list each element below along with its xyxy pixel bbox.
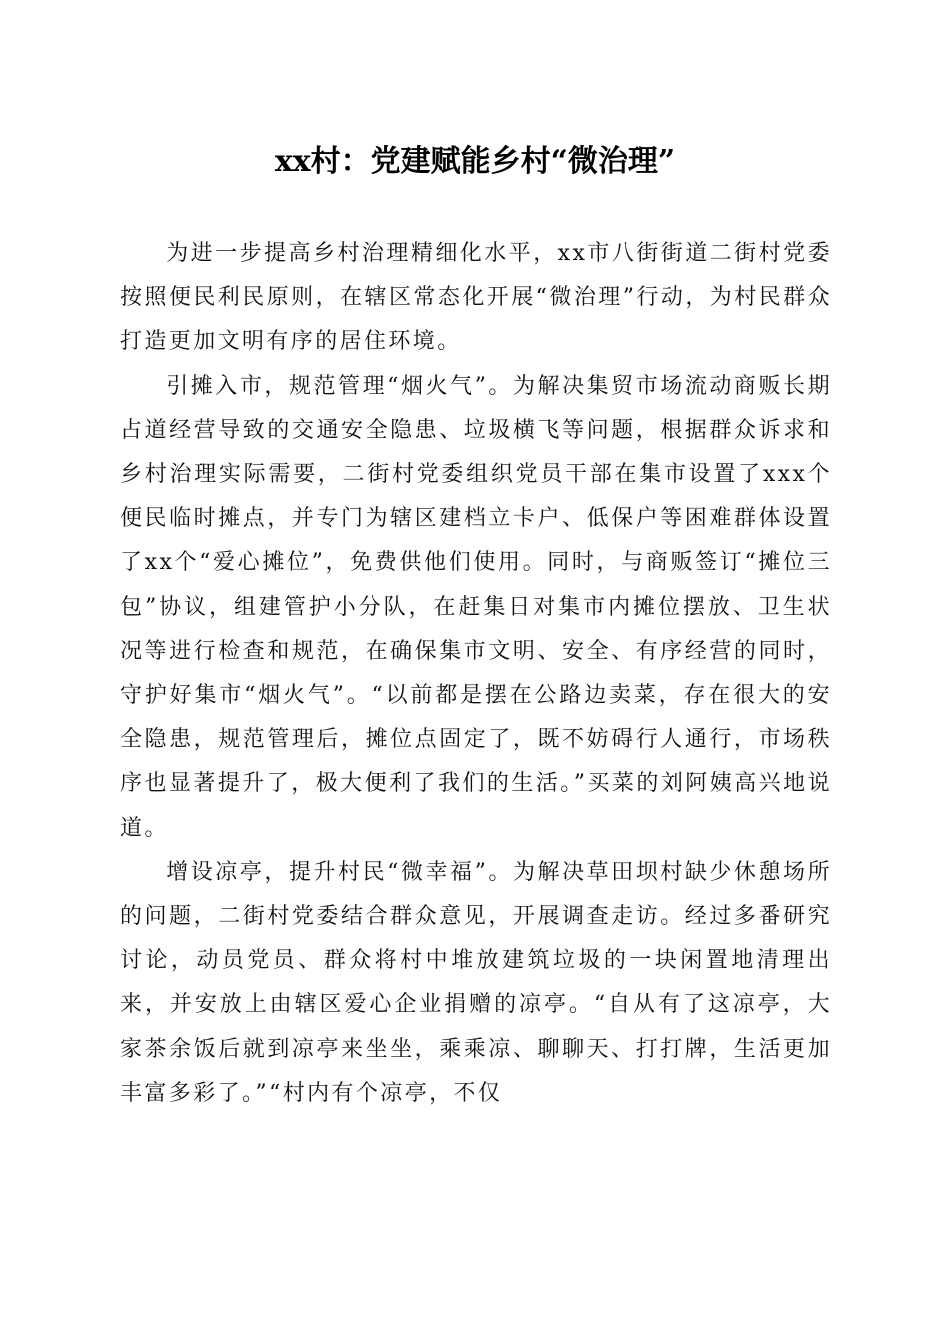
document-body: [120, 232, 832, 1116]
paragraph-intro: 为进一步提高乡村治理精细化水平，xx市八街街道二街村党委按照便民利民原则，在辖区常态化开展“微治理”行动，为村民群众打造更加文明有序的居住环境。: [120, 241, 832, 355]
paragraph-pavilion: 增设凉亭，提升村民“微幸福”。为解决草田坝村缺少休憩场所的问题，二街村党委结合群众意见，开展调查走访。经过多番研究讨论，动员党员、群众将村中堆放建筑垃圾的一块闲置地清理出来，并安放上由辖区爱心企业捐赠的凉亭。“自从有了这凉亭，大家茶余饭后就到凉亭来坐坐，乘乘凉、聊聊天、打打牌，生活更加丰富多彩了。”“村内有个凉亭，不仅: [120, 859, 832, 1106]
paragraph-market-stalls: 引摊入市，规范管理“烟火气”。为解决集贸市场流动商贩长期占道经营导致的交通安全隐患、垃圾横飞等问题，根据群众诉求和乡村治理实际需要，二街村党委组织党员干部在集市设置了xxx个便民临时摊点，并专门为辖区建档立卡户、低保户等困难群体设置了xx个“爱心摊位”，免费供他们使用。同时，与商贩签订“摊位三包”协议，组建管护小分队，在赶集日对集市内摊位摆放、卫生状况等进行检查和规范，在确保集市文明、安全、有序经营的同时，守护好集市“烟火气”。“以前都是摆在公路边卖菜，存在很大的安全隐患，规范管理后，摊位点固定了，既不妨碍行人通行，市场秩序也显著提升了，极大便利了我们的生活。”买菜的刘阿姨高兴地说道。: [120, 373, 832, 841]
document-title: xx村：党建赋能乡村“微治理”: [274, 144, 676, 179]
